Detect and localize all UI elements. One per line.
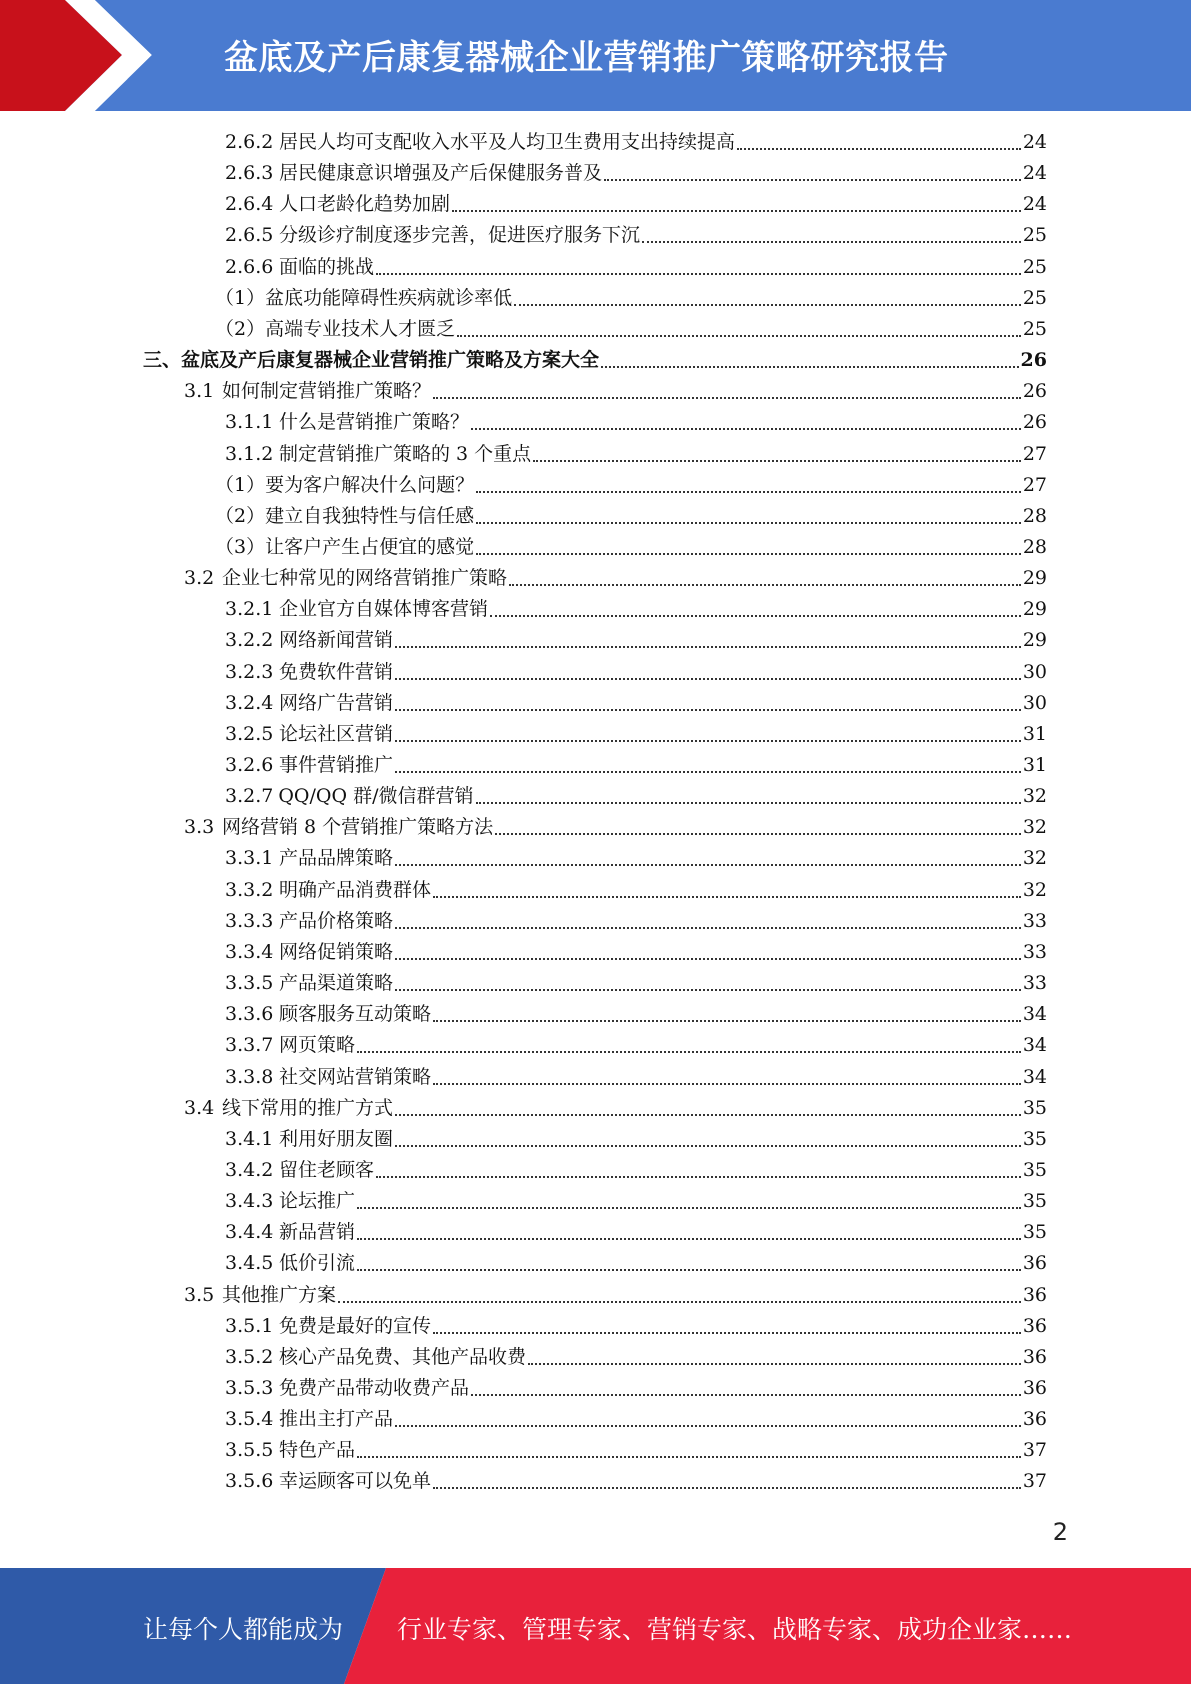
toc-dot-leader	[495, 833, 1021, 835]
toc-entry-title: QQ/QQ 群/微信群营销	[278, 785, 474, 807]
toc-dot-leader	[433, 1487, 1021, 1489]
toc-entry-number: 3.3.4	[225, 941, 274, 963]
toc-entry-number: 3.5.5	[225, 1439, 274, 1461]
toc-entry-page: 32	[1022, 847, 1047, 869]
toc-entry[interactable]	[225, 843, 1047, 874]
toc-entry-title: 其他推广方案	[222, 1284, 337, 1306]
toc-entry-title: 面临的挑战	[279, 256, 375, 278]
toc-entry-number: 3.1.2	[225, 443, 274, 465]
toc-entry-number: 3.2.6	[225, 754, 274, 776]
toc-entry-title: 分级诊疗制度逐步完善，促进医疗服务下沉	[279, 224, 641, 246]
toc-dot-leader	[433, 1083, 1021, 1085]
toc-entry[interactable]	[215, 501, 1047, 532]
toc-entry-title: 盆底及产后康复器械企业营销推广策略及方案大全	[181, 349, 600, 371]
toc-entry-number: 3.3.5	[225, 972, 274, 994]
toc-dot-leader	[357, 1269, 1021, 1271]
toc-entry-page: 24	[1022, 162, 1047, 184]
toc-entry-page: 34	[1022, 1066, 1047, 1088]
toc-entry[interactable]	[225, 594, 1047, 625]
toc-entry-title: 顾客服务互动策略	[279, 1003, 432, 1025]
toc-entry-number: 3.5	[184, 1284, 215, 1306]
toc-entry-page: 37	[1022, 1470, 1047, 1492]
toc-entry-number: （2）	[215, 505, 266, 527]
toc-entry-page: 27	[1022, 474, 1047, 496]
toc-entry-title: 如何制定营销推广策略？	[222, 380, 432, 402]
toc-dot-leader	[357, 1238, 1021, 1240]
toc-entry-number: 3.4.5	[225, 1252, 274, 1274]
toc-entry[interactable]	[225, 1404, 1047, 1435]
toc-entry-page: 36	[1022, 1252, 1047, 1274]
toc-dot-leader	[395, 958, 1021, 960]
toc-entry-number: 3.3.3	[225, 910, 274, 932]
toc-entry-number: 3.2.3	[225, 661, 274, 683]
toc-entry[interactable]	[225, 1248, 1047, 1279]
toc-entry[interactable]	[225, 1217, 1047, 1248]
toc-entry[interactable]	[215, 470, 1047, 501]
toc-dot-leader	[395, 709, 1021, 711]
toc-entry[interactable]	[225, 1373, 1047, 1404]
toc-entry-number: 3.3	[184, 816, 215, 838]
toc-entry-number: 2.6.3	[225, 162, 274, 184]
toc-entry[interactable]	[225, 189, 1047, 220]
toc-dot-leader	[395, 1425, 1021, 1427]
toc-entry-title: 明确产品消费群体	[279, 879, 432, 901]
toc-dot-leader	[433, 397, 1021, 399]
toc-entry-number: 3.3.2	[225, 879, 274, 901]
toc-entry-page: 35	[1022, 1221, 1047, 1243]
toc-dot-leader	[533, 460, 1021, 462]
toc-entry-page: 35	[1022, 1190, 1047, 1212]
toc-dot-leader	[395, 989, 1021, 991]
toc-entry[interactable]	[225, 1124, 1047, 1155]
toc-entry-title: 新品营销	[279, 1221, 356, 1243]
toc-entry-page: 31	[1022, 723, 1047, 745]
page-number: 2	[1052, 1518, 1068, 1546]
toc-entry-number: 3.5.1	[225, 1315, 274, 1337]
toc-entry[interactable]	[225, 220, 1047, 251]
toc-entry-number: 3.2.1	[225, 598, 274, 620]
toc-entry-number: 3.5.2	[225, 1346, 274, 1368]
toc-entry-number: 3.5.6	[225, 1470, 274, 1492]
toc-entry-number: 2.6.5	[225, 224, 274, 246]
toc-entry[interactable]	[215, 283, 1047, 314]
toc-entry-number: 三、	[143, 349, 182, 371]
toc-entry-number: 3.2.5	[225, 723, 274, 745]
toc-entry-page: 35	[1022, 1159, 1047, 1181]
toc-entry[interactable]	[225, 875, 1047, 906]
toc-entry[interactable]	[225, 1030, 1047, 1061]
toc-entry-title: 免费是最好的宣传	[279, 1315, 432, 1337]
toc-dot-leader	[604, 179, 1021, 181]
toc-entry-title: 免费软件营销	[279, 661, 394, 683]
toc-entry-page: 27	[1022, 443, 1047, 465]
toc-entry-title: 核心产品免费、其他产品收费	[279, 1346, 527, 1368]
toc-entry-page: 35	[1022, 1097, 1047, 1119]
toc-entry-page: 33	[1022, 941, 1047, 963]
toc-entry[interactable]	[225, 937, 1047, 968]
toc-entry-page: 37	[1022, 1439, 1047, 1461]
toc-entry-number: （2）	[215, 318, 266, 340]
toc-entry-title: 利用好朋友圈	[279, 1128, 394, 1150]
toc-entry-title: 线下常用的推广方式	[222, 1097, 394, 1119]
toc-entry-title: 企业官方自媒体博客营销	[279, 598, 489, 620]
toc-entry[interactable]	[215, 532, 1047, 563]
toc-entry-number: 3.3.8	[225, 1066, 274, 1088]
toc-dot-leader	[433, 1020, 1021, 1022]
toc-dot-leader	[395, 678, 1021, 680]
toc-entry[interactable]	[225, 252, 1047, 283]
toc-entry-title: 论坛社区营销	[279, 723, 394, 745]
toc-entry-title: 产品价格策略	[279, 910, 394, 932]
toc-dot-leader	[376, 1176, 1021, 1178]
toc-entry-page: 26	[1020, 349, 1047, 371]
toc-entry-title: 推出主打产品	[279, 1408, 394, 1430]
toc-entry-page: 32	[1022, 785, 1047, 807]
toc-dot-leader	[395, 771, 1021, 773]
toc-entry-number: 2.6.6	[225, 256, 274, 278]
toc-entry-title: 网络新闻营销	[279, 629, 394, 651]
toc-entry-title: 论坛推广	[279, 1190, 356, 1212]
footer-slogan-right: 行业专家、管理专家、营销专家、战略专家、成功企业家……	[397, 1615, 1073, 1644]
toc-dot-leader	[395, 646, 1021, 648]
toc-entry-page: 36	[1022, 1408, 1047, 1430]
toc-entry-title: 居民健康意识增强及产后保健服务普及	[279, 162, 603, 184]
toc-entry-number: 3.2.2	[225, 629, 274, 651]
toc-entry-page: 36	[1022, 1346, 1047, 1368]
toc-entry-title: 低价引流	[279, 1252, 356, 1274]
toc-entry-number: （1）	[215, 287, 266, 309]
toc-dot-leader	[476, 802, 1021, 804]
toc-entry-page: 25	[1022, 318, 1047, 340]
toc-dot-leader	[357, 1456, 1021, 1458]
toc-entry-title: 盆底功能障碍性疾病就诊率低	[265, 287, 513, 309]
toc-entry-page: 28	[1022, 536, 1047, 558]
toc-dot-leader	[476, 491, 1021, 493]
toc-entry-number: 3.2	[184, 567, 215, 589]
toc-entry-number: 3.1	[184, 380, 215, 402]
toc-entry-page: 33	[1022, 910, 1047, 932]
toc-dot-leader	[395, 1114, 1021, 1116]
toc-entry-page: 30	[1022, 692, 1047, 714]
page-footer	[0, 1568, 1191, 1684]
toc-entry-title: 人口老龄化趋势加剧	[279, 193, 451, 215]
toc-entry-page: 32	[1022, 879, 1047, 901]
toc-entry-number: 3.3.1	[225, 847, 274, 869]
toc-dot-leader	[338, 1301, 1021, 1303]
toc-dot-leader	[737, 148, 1021, 150]
toc-entry-page: 30	[1022, 661, 1047, 683]
toc-entry-page: 35	[1022, 1128, 1047, 1150]
toc-dot-leader	[452, 210, 1021, 212]
toc-entry-title: 居民人均可支配收入水平及人均卫生费用支出持续提高	[279, 131, 736, 153]
toc-entry-title: 企业七种常见的网络营销推广策略	[222, 567, 508, 589]
toc-dot-leader	[509, 584, 1021, 586]
toc-entry-number: （1）	[215, 474, 266, 496]
toc-entry-page: 34	[1022, 1003, 1047, 1025]
toc-dot-leader	[357, 1051, 1021, 1053]
toc-entry-title: 网络促销策略	[279, 941, 394, 963]
toc-entry-title: 产品品牌策略	[279, 847, 394, 869]
toc-entry-title: 网页策略	[279, 1034, 356, 1056]
toc-entry[interactable]	[225, 781, 1047, 812]
toc-dot-leader	[471, 428, 1021, 430]
toc-dot-leader	[490, 615, 1021, 617]
toc-entry[interactable]	[225, 906, 1047, 937]
toc-entry-number: 3.5.4	[225, 1408, 274, 1430]
toc-entry[interactable]	[225, 1186, 1047, 1217]
toc-entry-page: 29	[1022, 598, 1047, 620]
toc-entry-title: 制定营销推广策略的 3 个重点	[279, 443, 532, 465]
toc-entry-number: 3.2.4	[225, 692, 274, 714]
toc-entry[interactable]	[184, 563, 1047, 594]
toc-entry-title: 要为客户解决什么问题？	[265, 474, 475, 496]
toc-dot-leader	[433, 896, 1021, 898]
toc-entry-title: 网络广告营销	[279, 692, 394, 714]
document-title: 盆底及产后康复器械企业营销推广策略研究报告	[224, 38, 949, 78]
toc-entry[interactable]	[184, 376, 1047, 407]
toc-dot-leader	[395, 864, 1021, 866]
toc-entry-number: 3.4.3	[225, 1190, 274, 1212]
toc-entry-title: 产品渠道策略	[279, 972, 394, 994]
toc-entry-number: 3.3.6	[225, 1003, 274, 1025]
toc-entry-page: 36	[1022, 1377, 1047, 1399]
toc-entry-page: 26	[1022, 380, 1047, 402]
toc-dot-leader	[376, 273, 1021, 275]
toc-entry-title: 高端专业技术人才匮乏	[265, 318, 456, 340]
toc-entry-title: 免费产品带动收费产品	[279, 1377, 470, 1399]
toc-entry-page: 24	[1022, 131, 1047, 153]
toc-dot-leader	[395, 927, 1021, 929]
toc-dot-leader	[514, 304, 1021, 306]
toc-dot-leader	[476, 522, 1021, 524]
toc-entry[interactable]	[225, 688, 1047, 719]
toc-entry-number: 3.4.1	[225, 1128, 274, 1150]
toc-dot-leader	[433, 1332, 1021, 1334]
toc-entry-page: 34	[1022, 1034, 1047, 1056]
toc-entry[interactable]	[225, 1062, 1047, 1093]
toc-dot-leader	[357, 1207, 1021, 1209]
toc-dot-leader	[642, 241, 1021, 243]
toc-entry-number: 3.4.4	[225, 1221, 274, 1243]
toc-entry[interactable]	[184, 1280, 1047, 1311]
toc-entry-number: 3.5.3	[225, 1377, 274, 1399]
toc-entry[interactable]	[225, 127, 1047, 158]
toc-entry-number: 3.2.7	[225, 785, 274, 807]
toc-entry-page: 31	[1022, 754, 1047, 776]
toc-entry-page: 29	[1022, 567, 1047, 589]
toc-entry-title: 什么是营销推广策略？	[279, 411, 470, 433]
toc-dot-leader	[395, 740, 1021, 742]
toc-entry-page: 28	[1022, 505, 1047, 527]
toc-dot-leader	[457, 335, 1021, 337]
toc-entry[interactable]	[225, 1435, 1047, 1466]
toc-entry-number: 3.4.2	[225, 1159, 274, 1181]
toc-entry-title: 建立自我独特性与信任感	[265, 505, 475, 527]
toc-entry[interactable]	[225, 1342, 1047, 1373]
toc-entry[interactable]	[225, 999, 1047, 1030]
footer-slogan-left: 让每个人都能成为	[143, 1615, 344, 1644]
toc-entry-page: 24	[1022, 193, 1047, 215]
toc-entry-page: 25	[1022, 287, 1047, 309]
toc-entry-page: 29	[1022, 629, 1047, 651]
toc-entry-number: （3）	[215, 536, 266, 558]
toc-entry[interactable]	[184, 812, 1047, 843]
toc-entry-page: 26	[1022, 411, 1047, 433]
toc-entry-number: 2.6.2	[225, 131, 274, 153]
toc-dot-leader	[601, 366, 1019, 368]
toc-entry-page: 25	[1022, 256, 1047, 278]
toc-entry-page: 33	[1022, 972, 1047, 994]
toc-entry[interactable]	[225, 719, 1047, 750]
toc-dot-leader	[528, 1363, 1021, 1365]
toc-entry-page: 25	[1022, 224, 1047, 246]
toc-entry[interactable]	[143, 345, 1047, 376]
toc-entry-number: 3.4	[184, 1097, 215, 1119]
toc-entry[interactable]	[225, 750, 1047, 781]
toc-entry[interactable]	[184, 1093, 1047, 1124]
toc-dot-leader	[395, 1145, 1021, 1147]
toc-entry-title: 幸运顾客可以免单	[279, 1470, 432, 1492]
toc-entry[interactable]	[215, 314, 1047, 345]
toc-entry[interactable]	[225, 439, 1047, 470]
toc-entry-title: 让客户产生占便宜的感觉	[265, 536, 475, 558]
toc-entry-title: 社交网站营销策略	[279, 1066, 432, 1088]
toc-entry-number: 3.1.1	[225, 411, 274, 433]
toc-entry-page: 36	[1022, 1284, 1047, 1306]
toc-entry-number: 3.3.7	[225, 1034, 274, 1056]
toc-entry-page: 36	[1022, 1315, 1047, 1337]
toc-entry[interactable]	[225, 657, 1047, 688]
toc-entry[interactable]	[225, 158, 1047, 189]
page-header	[0, 0, 1191, 111]
toc-entry-title: 留住老顾客	[279, 1159, 375, 1181]
toc-entry-title: 特色产品	[279, 1439, 356, 1461]
toc-entry[interactable]	[225, 1466, 1047, 1497]
toc-entry-page: 32	[1022, 816, 1047, 838]
toc-entry[interactable]	[225, 1155, 1047, 1186]
toc-entry[interactable]	[225, 407, 1047, 438]
toc-entry-title: 网络营销 8 个营销推广策略方法	[222, 816, 494, 838]
toc-entry[interactable]	[225, 625, 1047, 656]
toc-entry[interactable]	[225, 968, 1047, 999]
toc-entry[interactable]	[225, 1311, 1047, 1342]
toc-dot-leader	[476, 553, 1021, 555]
toc-entry-number: 2.6.4	[225, 193, 274, 215]
toc-entry-title: 事件营销推广	[279, 754, 394, 776]
toc-dot-leader	[471, 1394, 1021, 1396]
